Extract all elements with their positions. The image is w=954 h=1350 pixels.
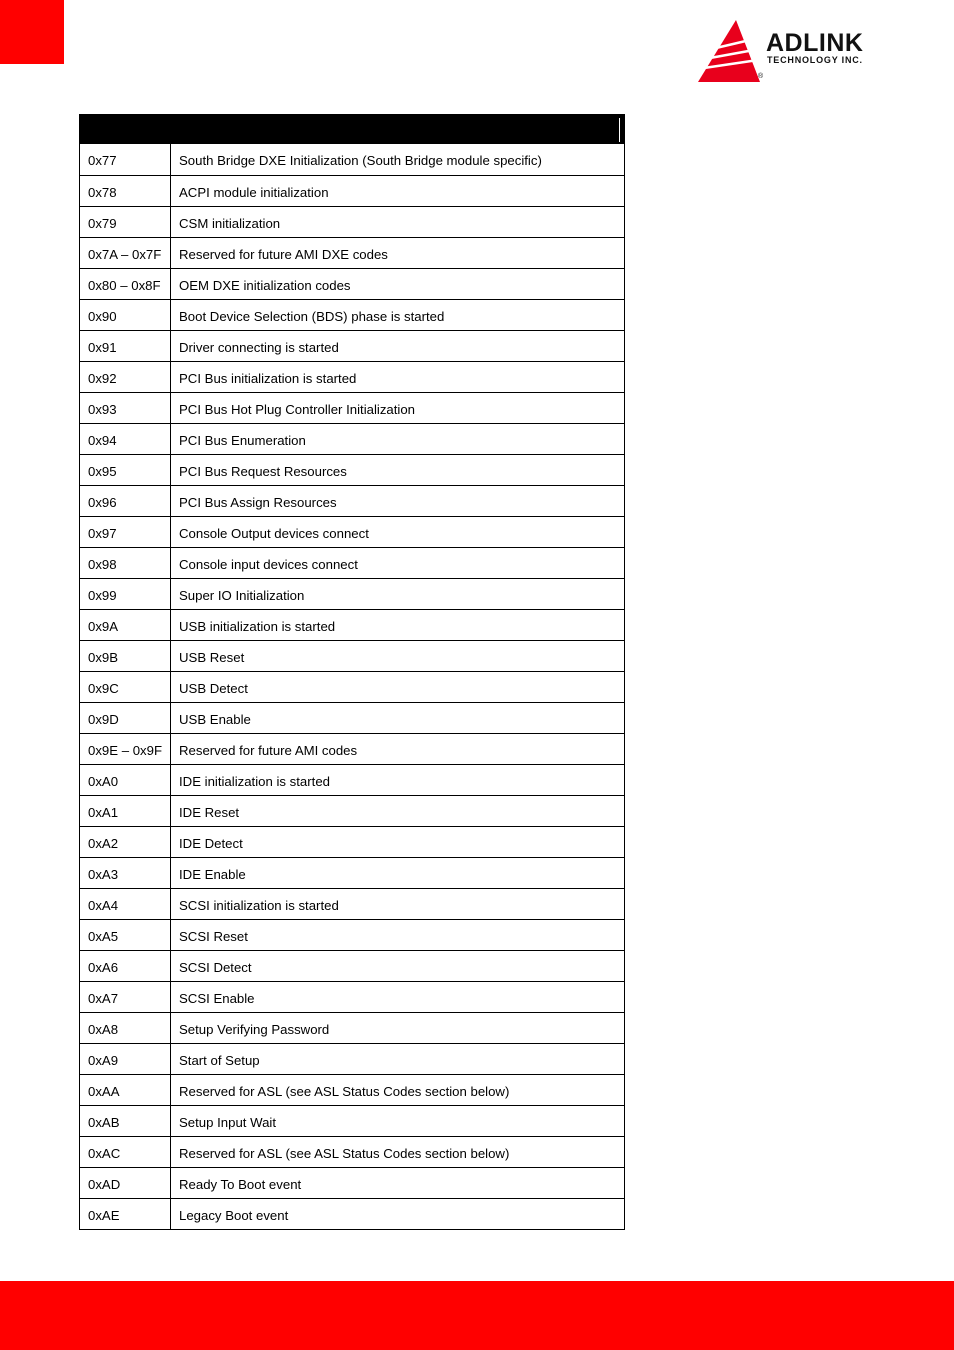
- codes-table: [79, 144, 625, 1230]
- description-cell: OEM DXE initialization codes: [171, 268, 625, 299]
- description-cell: USB initialization is started: [171, 609, 625, 640]
- table-row: [80, 485, 625, 516]
- code-cell: 0xAC: [80, 1136, 171, 1167]
- table-row: [80, 578, 625, 609]
- table-row: [80, 888, 625, 919]
- table-row: [80, 1012, 625, 1043]
- description-cell: Boot Device Selection (BDS) phase is started: [171, 299, 625, 330]
- table-row: [80, 919, 625, 950]
- description-cell: Console Output devices connect: [171, 516, 625, 547]
- code-cell: 0xA6: [80, 950, 171, 981]
- description-cell: SCSI initialization is started: [171, 888, 625, 919]
- table-row: [80, 206, 625, 237]
- post-code-table: [79, 114, 625, 1230]
- code-cell: 0xA2: [80, 826, 171, 857]
- table-row: [80, 1167, 625, 1198]
- code-cell: 0x9A: [80, 609, 171, 640]
- code-cell: 0xAB: [80, 1105, 171, 1136]
- table-row: [80, 516, 625, 547]
- code-cell: 0x78: [80, 175, 171, 206]
- description-cell: USB Detect: [171, 671, 625, 702]
- table-row: [80, 950, 625, 981]
- description-cell: Reserved for future AMI codes: [171, 733, 625, 764]
- table-row: [80, 454, 625, 485]
- description-cell: Reserved for ASL (see ASL Status Codes section below): [171, 1136, 625, 1167]
- description-cell: ACPI module initialization: [171, 175, 625, 206]
- description-cell: IDE Enable: [171, 857, 625, 888]
- code-cell: 0xA1: [80, 795, 171, 826]
- code-cell: 0xA4: [80, 888, 171, 919]
- table-row: [80, 702, 625, 733]
- adlink-logo: [696, 18, 908, 84]
- code-cell: 0xA7: [80, 981, 171, 1012]
- description-cell: Start of Setup: [171, 1043, 625, 1074]
- description-cell: USB Reset: [171, 640, 625, 671]
- description-cell: Driver connecting is started: [171, 330, 625, 361]
- logo-triangle-icon: [696, 18, 762, 84]
- description-cell: SCSI Reset: [171, 919, 625, 950]
- code-cell: 0x77: [80, 144, 171, 175]
- code-cell: 0xAD: [80, 1167, 171, 1198]
- description-cell: Reserved for future AMI DXE codes: [171, 237, 625, 268]
- table-row: [80, 423, 625, 454]
- table-row: [80, 547, 625, 578]
- code-cell: 0x94: [80, 423, 171, 454]
- table-row: [80, 330, 625, 361]
- table-row: [80, 795, 625, 826]
- description-cell: PCI Bus initialization is started: [171, 361, 625, 392]
- description-cell: USB Enable: [171, 702, 625, 733]
- description-cell: South Bridge DXE Initialization (South Bridge module specific): [171, 144, 625, 175]
- table-row: [80, 361, 625, 392]
- table-row: [80, 144, 625, 175]
- corner-tab: [0, 0, 64, 64]
- table-row: [80, 857, 625, 888]
- registered-mark: ®: [758, 73, 764, 80]
- table-row: [80, 826, 625, 857]
- code-cell: 0xA8: [80, 1012, 171, 1043]
- description-cell: IDE Detect: [171, 826, 625, 857]
- table-row: [80, 175, 625, 206]
- description-cell: Ready To Boot event: [171, 1167, 625, 1198]
- code-cell: 0x9B: [80, 640, 171, 671]
- code-cell: 0x96: [80, 485, 171, 516]
- code-cell: 0x9E – 0x9F: [80, 733, 171, 764]
- table-row: [80, 981, 625, 1012]
- code-cell: 0x9D: [80, 702, 171, 733]
- description-cell: Reserved for ASL (see ASL Status Codes section below): [171, 1074, 625, 1105]
- description-cell: PCI Bus Enumeration: [171, 423, 625, 454]
- logo-tagline: TECHNOLOGY INC.: [767, 55, 863, 65]
- description-cell: Setup Input Wait: [171, 1105, 625, 1136]
- code-cell: 0x7A – 0x7F: [80, 237, 171, 268]
- table-row: [80, 268, 625, 299]
- code-cell: 0x98: [80, 547, 171, 578]
- table-row: [80, 733, 625, 764]
- description-cell: Setup Verifying Password: [171, 1012, 625, 1043]
- description-cell: Super IO Initialization: [171, 578, 625, 609]
- table-row: [80, 640, 625, 671]
- code-cell: 0x93: [80, 392, 171, 423]
- code-cell: 0x97: [80, 516, 171, 547]
- table-row: [80, 764, 625, 795]
- table-row: [80, 609, 625, 640]
- code-cell: 0x80 – 0x8F: [80, 268, 171, 299]
- table-row: [80, 1043, 625, 1074]
- table-row: [80, 1105, 625, 1136]
- table-row: [80, 392, 625, 423]
- description-cell: PCI Bus Hot Plug Controller Initialization: [171, 392, 625, 423]
- code-cell: 0x99: [80, 578, 171, 609]
- code-cell: 0xA9: [80, 1043, 171, 1074]
- logo-wordmark: ADLINK: [766, 29, 864, 57]
- footer-band: [0, 1281, 954, 1350]
- description-cell: IDE Reset: [171, 795, 625, 826]
- codes-table-body: [80, 144, 625, 1229]
- code-cell: 0xA0: [80, 764, 171, 795]
- description-cell: SCSI Detect: [171, 950, 625, 981]
- table-row: [80, 237, 625, 268]
- table-row: [80, 1074, 625, 1105]
- table-row: [80, 1198, 625, 1229]
- description-cell: CSM initialization: [171, 206, 625, 237]
- description-cell: SCSI Enable: [171, 981, 625, 1012]
- table-row: [80, 299, 625, 330]
- code-cell: 0xAA: [80, 1074, 171, 1105]
- description-cell: IDE initialization is started: [171, 764, 625, 795]
- code-cell: 0x91: [80, 330, 171, 361]
- code-cell: 0xA3: [80, 857, 171, 888]
- description-cell: PCI Bus Assign Resources: [171, 485, 625, 516]
- code-cell: 0xA5: [80, 919, 171, 950]
- code-cell: 0x95: [80, 454, 171, 485]
- table-row: [80, 1136, 625, 1167]
- table-row: [80, 671, 625, 702]
- table-header-bar: [79, 114, 625, 144]
- code-cell: 0x90: [80, 299, 171, 330]
- code-cell: 0x79: [80, 206, 171, 237]
- description-cell: Legacy Boot event: [171, 1198, 625, 1229]
- code-cell: 0xAE: [80, 1198, 171, 1229]
- code-cell: 0x92: [80, 361, 171, 392]
- description-cell: PCI Bus Request Resources: [171, 454, 625, 485]
- code-cell: 0x9C: [80, 671, 171, 702]
- description-cell: Console input devices connect: [171, 547, 625, 578]
